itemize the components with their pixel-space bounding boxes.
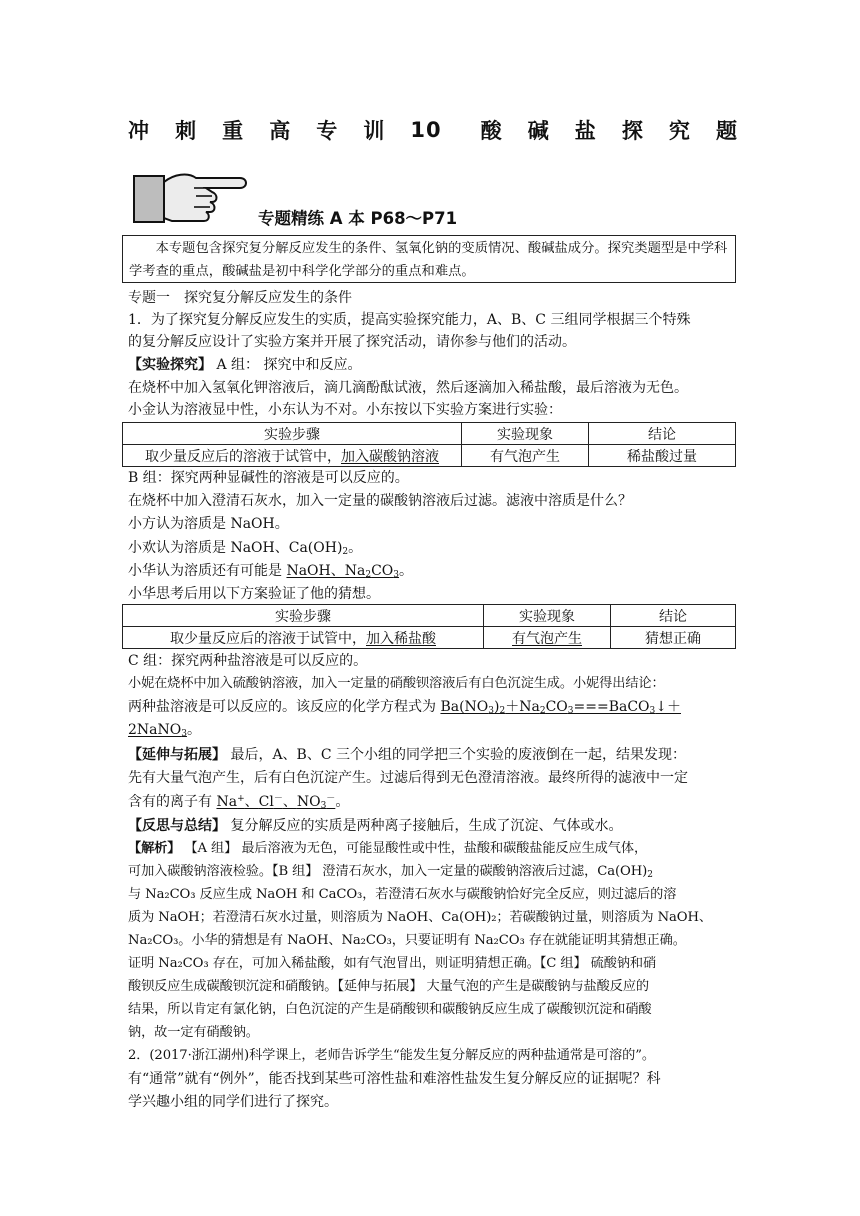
analysis-line-5: Na₂CO₃。小华的猜想是有 NaOH、Na₂CO₃，只要证明有 Na₂CO₃ 存在就能证明其猜想正确。 xyxy=(128,933,686,948)
analysis-line-2: 可加入碳酸钠溶液检验。【B 组】 澄清石灰水，加入一定量的碳酸钠溶液后过滤，$Ca(OH)_2$ xyxy=(128,864,653,880)
experiment-table-1 xyxy=(122,422,736,467)
table-cell xyxy=(123,627,484,649)
group-c-line-1: 小妮在烧杯中加入硫酸钠溶液，加入一定量的硝酸钡溶液后有白色沉淀生成。小妮得出结论： xyxy=(128,676,665,691)
title-char: 冲 xyxy=(128,119,150,143)
title-char: 10 xyxy=(410,118,442,142)
text: 。 xyxy=(348,540,363,556)
title-char: 盐 xyxy=(574,119,597,143)
experiment-table-2 xyxy=(122,604,736,649)
table-cell xyxy=(484,627,611,649)
page-title xyxy=(128,113,738,147)
table-cell xyxy=(123,445,462,467)
reflect-line xyxy=(128,816,622,836)
analysis-label: 【解析】 xyxy=(128,841,181,856)
extend-line-1 xyxy=(128,745,686,765)
extend-line-3 xyxy=(128,792,349,816)
step-text: 取少量反应后的溶液于试管中， xyxy=(145,448,341,465)
table-row xyxy=(123,605,736,627)
answer-text xyxy=(286,563,399,579)
text: 【A 组】 最后溶液为无色，可能显酸性或中性，盐酸和碳酸盐能反应生成气体， xyxy=(180,841,648,856)
text: 最后，A、B、C 三个小组的同学把三个实验的废液倒在一起，结果发现： xyxy=(226,747,687,763)
group-b-line-3 xyxy=(128,538,362,562)
title-char: 专 xyxy=(316,119,339,143)
group-a-line-1: 在烧杯中加入氢氧化钾溶液后，滴几滴酚酞试液，然后逐滴加入稀盐酸，最后溶液为无色。 xyxy=(128,380,688,396)
title-char: 题 xyxy=(715,119,738,143)
question-2-line-3: 学兴趣小组的同学们进行了探究。 xyxy=(128,1094,338,1110)
text: 小欢认为溶质是 NaOH、Ca(OH) xyxy=(128,540,343,556)
table-cell: 稀盐酸过量 xyxy=(589,445,736,467)
analysis-line-3: 与 Na₂CO₃ 反应生成 NaOH 和 CaCO₃，若澄清石灰水与碳酸钠恰好完全反应，则过滤后的溶 xyxy=(128,887,677,902)
group-a-text: A 组： 探究中和反应。 xyxy=(212,357,362,373)
reflect-label: 【反思与总结】 xyxy=(128,818,226,834)
analysis-line-8: 结果，所以肯定有氯化钠，白色沉淀的产生是硝酸钡和碳酸钠反应生成了碳酸钡沉淀和硝酸 xyxy=(128,1002,652,1017)
pointing-hand-icon xyxy=(132,168,252,226)
group-a-line-2: 小金认为溶液显中性，小东认为不对。小东按以下实验方案进行实验： xyxy=(128,402,562,418)
question-2-line-2: 有“通常”就有“例外”，能否找到某些可溶性盐和难溶性盐发生复分解反应的证据呢？科 xyxy=(128,1071,661,1087)
answer-text: 加入稀盐酸 xyxy=(366,630,436,647)
analysis-line-7: 酸钡反应生成碳酸钡沉淀和硝酸钠。【延伸与拓展】 大量气泡的产生是碳酸钠与盐酸反应的 xyxy=(128,979,649,994)
title-char: 究 xyxy=(668,119,691,143)
topic-heading: 专题一 探究复分解反应发生的条件 xyxy=(128,290,352,306)
table-row xyxy=(123,627,736,649)
subscript: 2 xyxy=(365,570,372,580)
question-2-line-1: 2．(2017·浙江湖州)科学课上，老师告诉学生“能发生复分解反应的两种盐通常是可溶的”。 xyxy=(128,1048,655,1063)
text: CO xyxy=(371,563,394,579)
text: 。 xyxy=(399,563,414,579)
analysis-line-4: 质为 NaOH；若澄清石灰水过量，则溶质为 NaOH、Ca(OH)₂；若碳酸钠过量，则溶质为 NaOH、 xyxy=(128,910,712,925)
text: 两种盐溶液是可以反应的。该反应的化学方程式为 xyxy=(128,699,441,715)
analysis-line-1 xyxy=(128,839,647,859)
table-header: 实验现象 xyxy=(484,605,611,627)
section-subtitle: 专题精练 A 本 P68～P71 xyxy=(258,209,458,228)
subscript: 3 xyxy=(393,570,400,580)
group-a-heading xyxy=(128,355,361,375)
extend-line-2: 先有大量气泡产生，后有白色沉淀产生。过滤后得到无色澄清溶液。最终所得的滤液中一定 xyxy=(128,770,688,786)
table-header: 实验步骤 xyxy=(123,423,462,445)
text: 含有的离子有 xyxy=(128,794,217,810)
table-header: 实验步骤 xyxy=(123,605,484,627)
group-b-heading: B 组：探究两种显碱性的溶液是可以反应的。 xyxy=(128,470,409,486)
text: 复分解反应的实质是两种离子接触后，生成了沉淀、气体或水。 xyxy=(226,818,623,834)
table-header: 实验现象 xyxy=(462,423,589,445)
ions-answer: Na+、Cl－、$NO_3^-$ xyxy=(216,794,336,811)
chemical-equation: $Ba(NO_3)_2+Na_2CO_3===BaCO_3↓+$ xyxy=(440,699,681,716)
title-char: 刺 xyxy=(175,119,198,143)
title-char: 探 xyxy=(621,119,644,143)
question-1-text: 1．为了探究复分解反应发生的实质，提高实验探究能力，A、B、C 三组同学根据三个特殊 xyxy=(128,312,691,328)
table-row xyxy=(123,423,736,445)
subscript: 2 xyxy=(342,547,349,557)
step-text: 取少量反应后的溶液于试管中， xyxy=(170,630,366,647)
answer-text: 有气泡产生 xyxy=(512,630,582,647)
answer-text: 加入碳酸钠溶液 xyxy=(341,448,439,465)
title-char: 重 xyxy=(222,119,245,143)
table-header: 结论 xyxy=(611,605,736,627)
text: 。 xyxy=(335,794,350,810)
title-char: 高 xyxy=(269,119,292,143)
explore-label: 【实验探究】 xyxy=(128,357,212,373)
group-c-heading: C 组：探究两种盐溶液是可以反应的。 xyxy=(128,653,368,669)
title-char: 碱 xyxy=(527,119,550,143)
table-cell: 有气泡产生 xyxy=(462,445,589,467)
group-b-line-4 xyxy=(128,561,413,585)
table-header: 结论 xyxy=(589,423,736,445)
group-b-line-2: 小方认为溶质是 NaOH。 xyxy=(128,516,289,532)
intro-box: 本专题包含探究复分解反应发生的条件、氢氧化钠的变质情况、酸碱盐成分。探究类题型是中学科学考查的重点，酸碱盐是初中科学化学部分的重点和难点。 xyxy=(122,235,736,283)
text: NaOH、Na xyxy=(286,563,366,579)
table-cell: 猜想正确 xyxy=(611,627,736,649)
group-c-line-2 xyxy=(128,697,681,721)
text: 。 xyxy=(186,722,201,738)
chemical-equation-end: 2NaNO$_3$ xyxy=(128,722,187,739)
title-char: 酸 xyxy=(480,119,503,143)
text: 小华认为溶质还有可能是 xyxy=(128,563,287,579)
table-row xyxy=(123,445,736,467)
group-c-line-3 xyxy=(128,720,201,744)
group-b-line-5: 小华思考后用以下方案验证了他的猜想。 xyxy=(128,586,380,602)
extend-label: 【延伸与拓展】 xyxy=(128,747,226,763)
question-1-text-2: 的复分解反应设计了实验方案并开展了探究活动，请你参与他们的活动。 xyxy=(128,334,576,350)
analysis-line-6: 证明 Na₂CO₃ 存在，可加入稀盐酸，如有气泡冒出，则证明猜想正确。【C 组】 硫酸钠和硝 xyxy=(128,956,657,971)
group-b-line-1: 在烧杯中加入澄清石灰水，加入一定量的碳酸钠溶液后过滤。滤液中溶质是什么？ xyxy=(128,493,632,509)
title-char: 训 xyxy=(363,119,386,143)
analysis-line-9: 钠，故一定有硝酸钠。 xyxy=(128,1025,259,1040)
